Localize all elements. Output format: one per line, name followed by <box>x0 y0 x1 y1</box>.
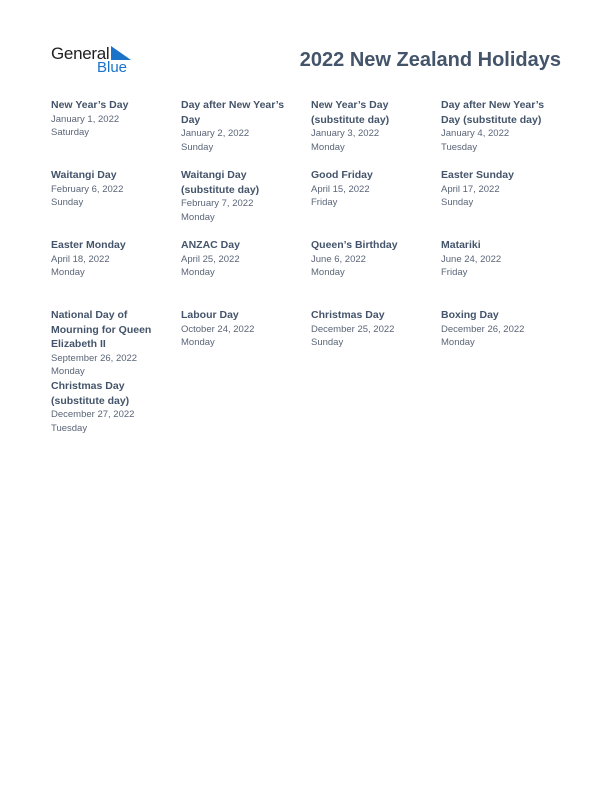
holiday-weekday: Monday <box>181 211 215 223</box>
holiday-date: April 18, 2022 <box>51 253 110 265</box>
holiday-entry <box>51 168 173 210</box>
holiday-date: February 7, 2022 <box>181 198 254 209</box>
holiday-weekday: Friday <box>311 197 338 208</box>
holiday-name: Christmas Day <box>311 309 385 321</box>
holiday-name: Good Friday <box>311 169 373 181</box>
holiday-weekday: Saturday <box>51 127 90 138</box>
holiday-name: Waitangi Day (substitute day) <box>181 169 260 196</box>
holiday-weekday: Monday <box>51 267 85 278</box>
holiday-date: January 3, 2022 <box>311 128 380 139</box>
holiday-weekday: Monday <box>311 141 345 153</box>
holiday-weekday: Sunday <box>51 197 84 208</box>
page-title: 2022 New Zealand Holidays <box>299 49 561 71</box>
holiday-weekday: Tuesday <box>441 141 478 153</box>
holiday-date: December 25, 2022 <box>311 323 395 335</box>
holiday-entry <box>181 238 303 280</box>
holiday-date: January 4, 2022 <box>441 128 510 139</box>
holiday-weekday: Monday <box>311 267 345 278</box>
holiday-name: Day after New Year’s Day (substitute day) <box>441 99 545 126</box>
general-blue-logo <box>51 44 141 78</box>
holiday-weekday: Sunday <box>441 197 474 208</box>
holiday-date: January 1, 2022 <box>51 113 120 125</box>
holiday-date: February 6, 2022 <box>51 183 124 195</box>
holiday-name: New Year’s Day (substitute day) <box>311 99 390 126</box>
holiday-entry <box>441 308 563 350</box>
holiday-name: Day after New Year’s Day <box>181 99 285 126</box>
holiday-date: June 6, 2022 <box>311 253 366 265</box>
logo-word-general: General <box>51 44 110 63</box>
holiday-name: Labour Day <box>181 309 239 321</box>
holiday-entry <box>181 308 303 350</box>
holiday-name: Easter Monday <box>51 239 126 251</box>
holiday-date: January 2, 2022 <box>181 128 250 139</box>
holiday-entry <box>311 168 433 210</box>
holiday-entry <box>311 98 433 154</box>
logo-word-blue: Blue <box>97 59 128 76</box>
holiday-entry <box>51 379 173 435</box>
logo-triangle-icon <box>111 46 131 60</box>
holiday-date: April 17, 2022 <box>441 183 500 195</box>
holiday-date: June 24, 2022 <box>441 253 502 265</box>
holiday-weekday: Monday <box>181 337 215 348</box>
holiday-entry <box>441 168 563 210</box>
holiday-name: Queen’s Birthday <box>311 239 398 251</box>
holiday-weekday: Sunday <box>311 337 344 348</box>
holiday-entry <box>51 308 157 379</box>
holiday-weekday: Sunday <box>181 141 214 153</box>
holiday-weekday: Friday <box>441 267 468 278</box>
holiday-name: Boxing Day <box>441 309 499 321</box>
holiday-name: New Year’s Day <box>51 99 129 111</box>
holiday-entry <box>311 308 433 350</box>
holiday-weekday: Monday <box>441 337 475 348</box>
holiday-weekday: Monday <box>181 267 215 278</box>
holiday-weekday: Monday <box>51 366 85 377</box>
holiday-entry <box>51 238 173 280</box>
holiday-date: April 25, 2022 <box>181 253 240 265</box>
holiday-date: October 24, 2022 <box>181 323 255 335</box>
holiday-entry <box>441 98 563 154</box>
holiday-name: ANZAC Day <box>181 239 240 251</box>
holiday-entry <box>441 238 563 280</box>
holiday-date: April 15, 2022 <box>311 183 370 195</box>
holiday-entry <box>181 98 303 154</box>
holiday-entry <box>181 168 303 224</box>
holiday-date: December 26, 2022 <box>441 323 525 335</box>
holiday-date: September 26, 2022 <box>51 352 138 364</box>
holiday-name: Christmas Day (substitute day) <box>51 380 130 407</box>
holiday-entry <box>311 238 433 280</box>
holiday-name: Easter Sunday <box>441 169 514 181</box>
holiday-name: Matariki <box>441 239 481 251</box>
holiday-name: National Day of Mourning for Queen Elizabeth II <box>51 309 152 350</box>
holiday-entry <box>51 98 173 140</box>
holiday-weekday: Tuesday <box>51 422 88 434</box>
holiday-name: Waitangi Day <box>51 169 117 181</box>
holiday-date: December 27, 2022 <box>51 409 135 420</box>
